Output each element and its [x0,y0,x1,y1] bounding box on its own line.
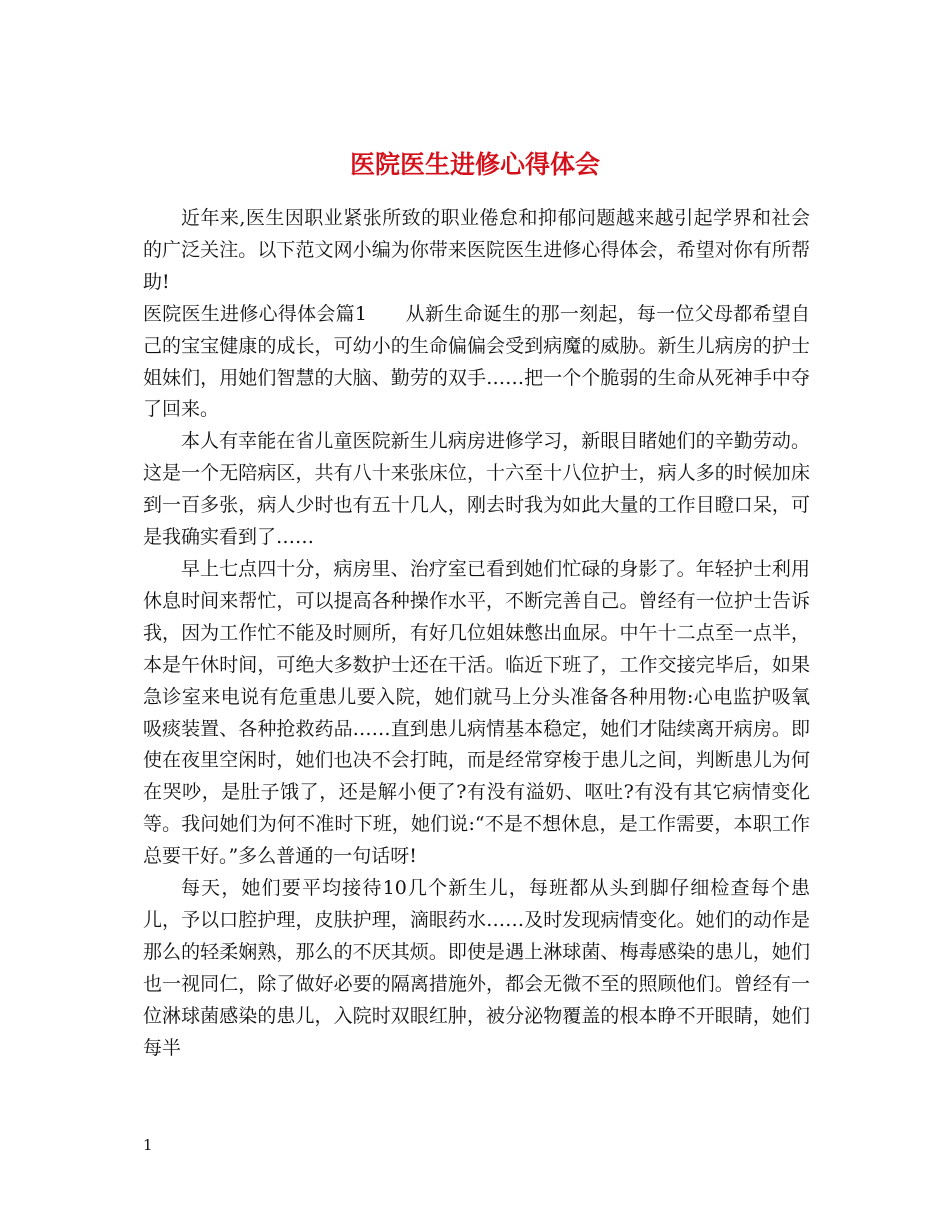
paragraph-intro: 近年来,医生因职业紧张所致的职业倦怠和抑郁问题越来越引起学界和社会的广泛关注。以下范文网小编为你带来医院医生进修心得体会，希望对你有所帮助! [143,207,810,293]
document-body [143,203,810,1064]
paragraph-section-1: 医院医生进修心得体会篇1 从新生命诞生的那一刻起，每一位父母都希望自己的宝宝健康的成长，可幼小的生命偏偏会受到病魔的威胁。新生儿病房的护士姐妹们，用她们智慧的大脑、勤劳的双手……把一个个脆弱的生命从死神手中夺了回来。 [143,302,810,421]
document-title: 医院医生进修心得体会 [349,149,600,179]
page-number: 1 [143,1136,153,1154]
paragraph-study: 本人有幸能在省儿童医院新生儿病房进修学习，新眼目睹她们的辛勤劳动。这是一个无陪病区，共有八十来张床位，十六至十八位护士，病人多的时候加床到一百多张，病人少时也有五十几人，刚去时我为如此大量的工作目瞪口呆，可是我确实看到了…… [143,430,810,549]
paragraph-daily-care: 每天，她们要平均接待10几个新生儿，每班都从头到脚仔细检查每个患儿，予以口腔护理，皮肤护理，滴眼药水……及时发现病情变化。她们的动作是那么的轻柔娴熟，那么的不厌其烦。即使是遇上淋球菌、梅毒感染的患儿，她们也一视同仁，除了做好必要的隔离措施外，都会无微不至的照顾他们。曾经有一位淋球菌感染的患儿，入院时双眼红肿，被分泌物覆盖的根本睁不开眼睛，她们每半 [143,877,810,1059]
paragraph-morning-work: 早上七点四十分，病房里、治疗室已看到她们忙碌的身影了。年轻护士利用休息时间来帮忙，可以提高各种操作水平，不断完善自己。曾经有一位护士告诉我，因为工作忙不能及时厕所，有好几位姐妹憋出血尿。中午十二点至一点半，本是午休时间，可绝大多数护士还在干活。临近下班了，工作交接完毕后，如果急诊室来电说有危重患儿要入院，她们就马上分头准备各种用物:心电监护吸氧吸痰装置、各种抢救药品……直到患儿病情基本稳定，她们才陆续离开病房。即使在夜里空闲时，她们也决不会打盹，而是经常穿梭于患儿之间，判断患儿为何在哭吵，是肚子饿了，还是解小便了?有没有溢奶、呕吐?有没有其它病情变化等。我问她们为何不准时下班，她们说:“不是不想休息，是工作需要，本职工作总要干好。”多么普通的一句话呀! [143,557,810,868]
